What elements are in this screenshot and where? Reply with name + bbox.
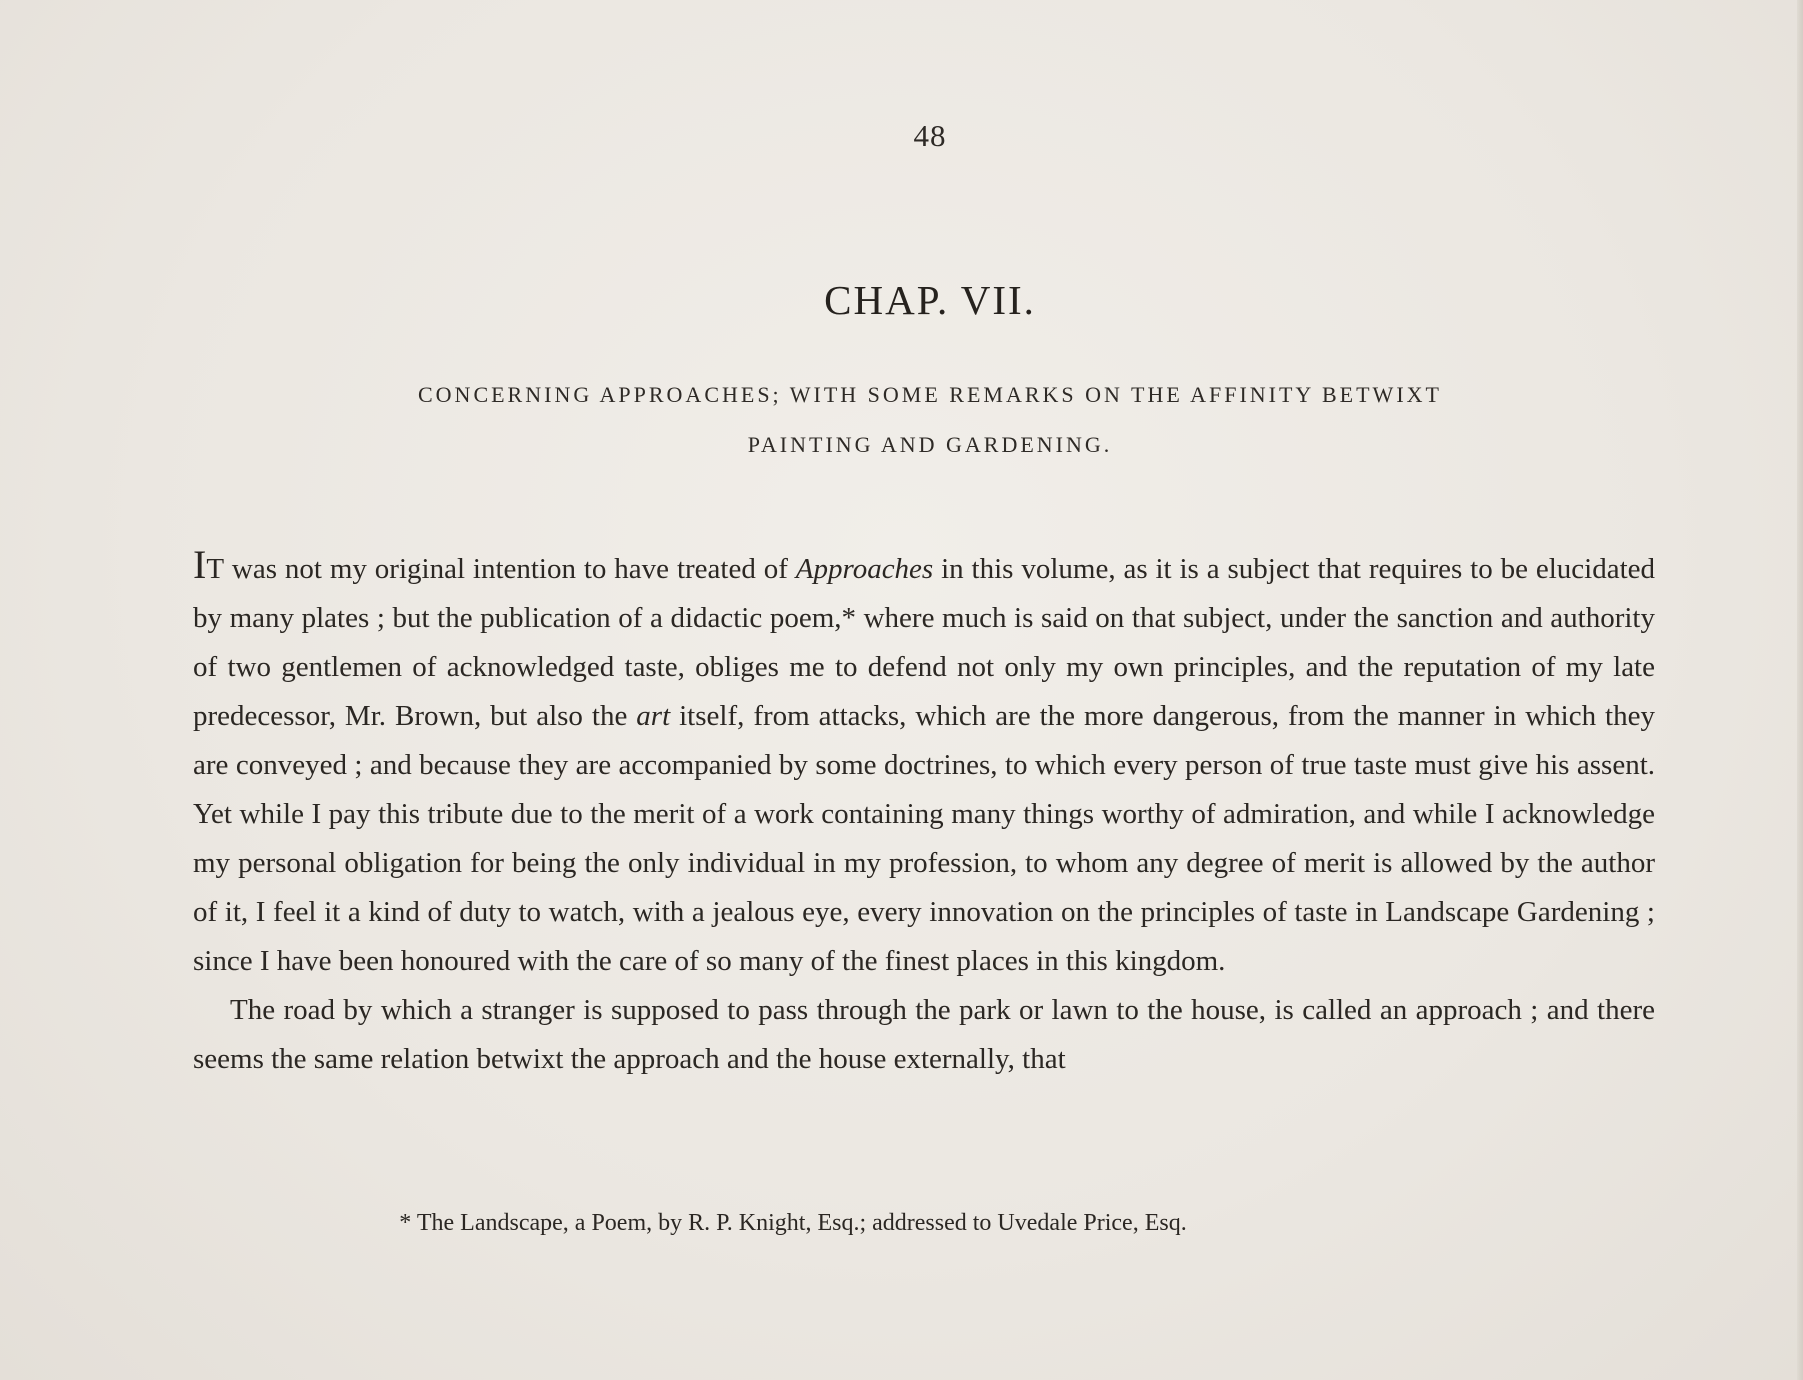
page-number: 48 [913, 118, 947, 153]
paragraph-1-tail: itself, from attacks, which are the more dangerous, from the manner in which they are conveyed ; and because they are accompanied by some doctrines, to which every person of true taste must give his assent. Yet while I pay this tribute due to the merit of a work containing many things worthy of admiration, and while I acknowledge my personal obligation for being the only individual in my profession, to whom any degree of merit is allowed by the author of it, I feel it a kind of duty to watch, with a jealous eye, every innovation on the principles of taste in Landscape Gardening ; since I have been honoured with the care of so many of the finest places in this kingdom. [193, 700, 1655, 977]
paragraph-1-lead: was not my original intention to have treated of [224, 553, 796, 585]
first-word-rest: T [206, 553, 225, 585]
paragraph-1 [193, 542, 1656, 986]
page-edge [1797, 0, 1803, 1380]
italic-art: art [636, 700, 671, 732]
paragraph-1-mid: in this volume, as it is a subject that requires to be elucidated by many plates ; but the publication of a didactic poem,* where much is said on that subject, under the sanction and authority of two gentlemen of acknowledged taste, obliges me to defend not only my own principles, and the reputation of my late predecessor, Mr. Brown, but also the [193, 553, 1656, 732]
chapter-subtitle-line-1: CONCERNING APPROACHES; WITH SOME REMARKS ON THE AFFINITY BETWIXT [418, 382, 1442, 407]
drop-cap: I [193, 542, 207, 587]
footnote: * The Landscape, a Poem, by R. P. Knight, Esq.; addressed to Uvedale Price, Esq. [399, 1210, 1187, 1236]
chapter-subtitle-line-2: PAINTING AND GARDENING. [747, 432, 1113, 457]
body-text [193, 542, 1656, 1084]
paragraph-2: The road by which a stranger is supposed to pass through the park or lawn to the house, is called an approach ; and there seems the same relation betwixt the approach and the house externally, that [193, 994, 1655, 1075]
chapter-title: CHAP. VII. [824, 277, 1036, 323]
italic-approaches: Approaches [795, 553, 934, 585]
